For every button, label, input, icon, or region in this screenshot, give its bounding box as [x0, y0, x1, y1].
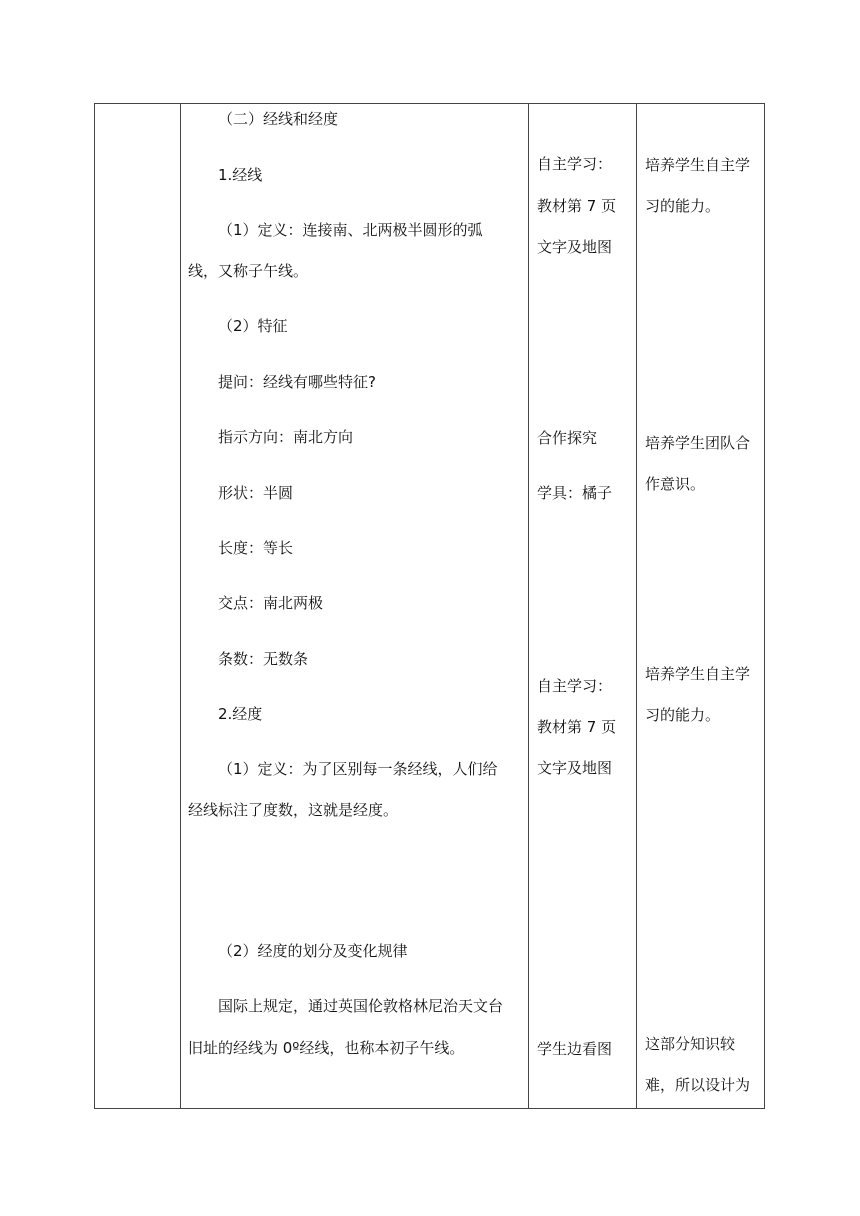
activity2-line2: 学具：橘子 — [537, 484, 613, 502]
activity1-line3: 文字及地图 — [537, 238, 613, 256]
feature-shape: 形状：半圆 — [218, 484, 294, 502]
section-title: （二）经线和经度 — [218, 110, 339, 128]
intent3-line2: 习的能力。 — [645, 706, 721, 724]
item2-title: 2.经度 — [218, 705, 263, 723]
activity3-line3: 文字及地图 — [537, 759, 613, 777]
intent2-line1: 培养学生团队合 — [645, 434, 751, 452]
intent1-line2: 习的能力。 — [645, 197, 721, 215]
activity1-line1: 自主学习： — [537, 155, 613, 173]
question-text: 提问：经线有哪些特征? — [218, 373, 376, 391]
feature-length: 长度：等长 — [218, 539, 294, 557]
international-line1: 国际上规定，通过英国伦敦格林尼治天文台 — [218, 997, 504, 1015]
definition2-line2: 经线标注了度数，这就是经度。 — [188, 801, 399, 819]
column-divider — [636, 103, 637, 1109]
definition2-line1: （1）定义：为了区别每一条经线，人们给 — [218, 760, 498, 778]
activity2-line1: 合作探究 — [537, 429, 598, 447]
activity4-line1: 学生边看图 — [537, 1040, 613, 1058]
column-divider — [528, 103, 529, 1109]
division-title: （2）经度的划分及变化规律 — [218, 942, 408, 960]
column-divider — [180, 103, 181, 1109]
activity3-line2: 教材第 7 页 — [537, 718, 617, 736]
intent3-line1: 培养学生自主学 — [645, 665, 751, 683]
feature-direction: 指示方向：南北方向 — [218, 428, 354, 446]
item1-title: 1.经线 — [218, 166, 263, 184]
intent4-line1: 这部分知识较 — [645, 1035, 736, 1053]
feature-intersection: 交点：南北两极 — [218, 594, 324, 612]
intent1-line1: 培养学生自主学 — [645, 156, 751, 174]
definition1-line2: 线，又称子午线。 — [188, 262, 309, 280]
international-line2: 旧址的经线为 0º经线，也称本初子午线。 — [188, 1039, 465, 1057]
activity3-line1: 自主学习： — [537, 677, 613, 695]
lesson-table — [94, 103, 765, 1109]
intent2-line2: 作意识。 — [645, 475, 706, 493]
definition1-line1: （1）定义：连接南、北两极半圆形的弧 — [218, 221, 483, 239]
activity1-line2: 教材第 7 页 — [537, 197, 617, 215]
feature-count: 条数：无数条 — [218, 650, 309, 668]
feature-title: （2）特征 — [218, 317, 288, 335]
intent4-line2: 难，所以设计为 — [645, 1076, 751, 1094]
